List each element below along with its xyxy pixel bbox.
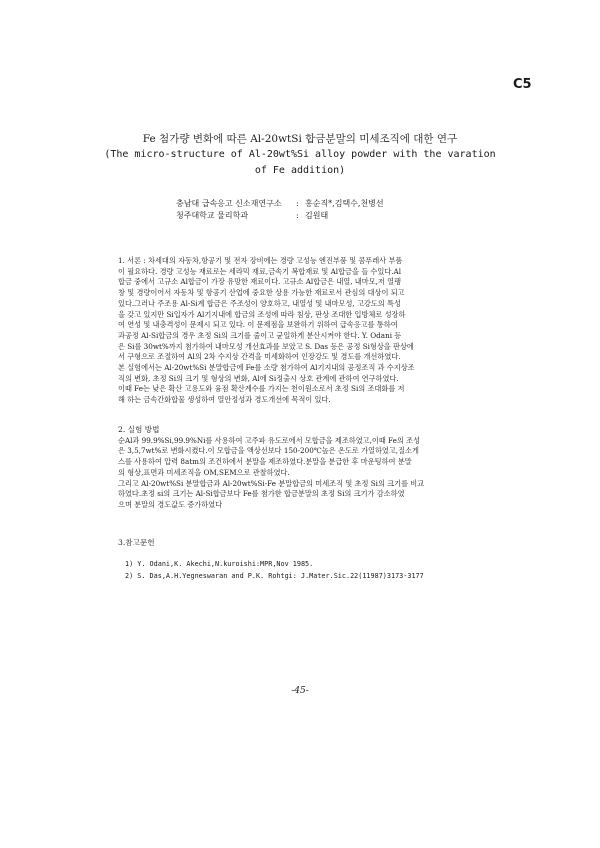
experimental-line: 순Al과 99.9%Si,99.9%Ni를 사용하여 고주파 유도로에서 모합금을 제조하였고,이때 Fe의 조성: [118, 435, 421, 445]
intro-line: 이 필요하다. 경량 고성능 재료로는 세라믹 재료,금속기 복합재료 및 Al합금을 들 수있다.Al: [118, 266, 402, 276]
intro-line: 여 연성 및 내충격성이 문제시 되고 있다. 이 문제점을 보완하기 위하여 급속응고를 통하여: [118, 320, 398, 330]
intro-line: 해 하는 금속간화합물 생성하여 열안정성과 경도개선에 목적이 있다.: [118, 395, 331, 405]
experimental-line: 으며 분말의 경도값도 증가하였다: [118, 499, 223, 509]
intro-line: 있다.그러나 주조용 Al-Si계 합금은 주조성이 양호하고, 내열성 및 내마모성, 고강도의 특성: [118, 298, 401, 308]
title-english-line1: (The micro-structure of Al-20wt%Si alloy powder with the varation: [104, 149, 496, 160]
experimental-line: 의 형상,표면과 미세조직을 OM,SEM으로 관찰하였다.: [118, 467, 290, 477]
intro-line: 1. 서론 : 차세대의 자동차,항공기 및 전자 장비에는 경량 고성능 엔진부품 및 콤푸레사 부품: [118, 256, 403, 265]
experimental-line: 그리고 Al-20wt%Si 분말합금과 Al-20wt%Si-Fe 분말합금의 미세조직 및 초정 Si의 크기를 비교: [118, 478, 425, 488]
experimental-line: 은 3,5,7wt%로 변화시켰다.이 모합금을 액상선보다 150-200℃높은 온도로 가열하였고,질소게: [118, 446, 419, 456]
intro-line: 본 실험에서는 Al-20wt%Si 분말합금에 Fe를 소량 첨가하여 Al기지내의 공정조직 과 수지상조: [118, 363, 415, 373]
reference-item: 1) Y. Odani,K. Akechi,N.kuroishi:MPR,Nov 1985.: [125, 560, 314, 568]
title-korean: Fe 첨가량 변화에 따른 Al-20wtSi 합금분말의 미세조직에 대한 연구: [142, 133, 458, 145]
author-names-1: 홍순직*,김택수,천병선: [305, 199, 384, 208]
introduction-section: [118, 256, 490, 406]
intro-line: 은 Si를 30wt%까지 첨가하여 내마모성 개선효과를 보았고 S. Das 등은 공정 Si형상을 판상에: [118, 341, 414, 351]
references-heading: 3.참고문헌: [118, 538, 155, 547]
intro-line: 합금 중에서 고규소 Al합금이 가장 유망한 재료이다. 고규소 Al합금은 내열, 내마모,저 열팽: [118, 277, 402, 287]
references-list: [125, 558, 465, 582]
page-number: -45-: [291, 686, 309, 696]
references-heading-block: [118, 538, 490, 549]
intro-line: 이때 Fe는 낮은 확산 고용도와 융점 확산계수를 가지는 천이원소로서 초정 Si의 조대화를 저: [118, 384, 405, 394]
intro-line: 과공정 Al-Si합금의 경우 초정 Si의 크기를 줄이고 균일하게 분산시켜야 한다. Y. Odani 등: [118, 330, 402, 340]
section-code: C5: [513, 77, 532, 92]
affiliation-colon-2: :: [296, 211, 299, 220]
experimental-heading: 2. 실험 방법: [118, 425, 160, 434]
title-english-line2: of Fe addition): [254, 165, 346, 176]
intro-line: 을 갖고 있지만 Si입자가 Al기지내에 합금의 조성에 따라 침상, 판상 조대한 입방체로 성장하: [118, 309, 406, 319]
intro-line: 서 구형으로 조절하여 Al의 2차 수지상 간격을 미세화하여 인장강도 및 경도를 개선하였다.: [118, 352, 401, 362]
affiliation-1: 충남대 급속응고 신소재연구소: [176, 199, 282, 208]
author-names-2: 김원태: [305, 211, 329, 220]
experimental-line: 하였다.초정 si의 크기는 Al-Si합금보다 Fe를 첨가한 합금분말의 초정 Si의 크기가 감소하였: [118, 489, 405, 499]
experimental-line: 스를 사용하여 압력 8atm의 조건하에서 분말을 제조하였다.분말을 분급한 후 마운팅하여 분말: [118, 457, 412, 467]
affiliation-2: 청주대학교 물리학과: [176, 211, 249, 220]
intro-line: 창 및 경량이어서 자동차 및 항공기 산업에 중요한 상용 가능한 재료로서 관심의 대상이 되고: [118, 288, 405, 298]
affiliation-colon-1: :: [296, 199, 299, 208]
experimental-section: [118, 425, 490, 511]
reference-item: 2) S. Das,A.H.Yegneswaran and P.K. Rohtgi: J.Mater.Sic.22(11987)3173-3177: [125, 572, 424, 580]
intro-line: 직의 변화, 초정 Si의 크기 및 형상의 변화, Al에 Si정출시 상호 관계에 관하여 연구하였다.: [118, 373, 399, 383]
